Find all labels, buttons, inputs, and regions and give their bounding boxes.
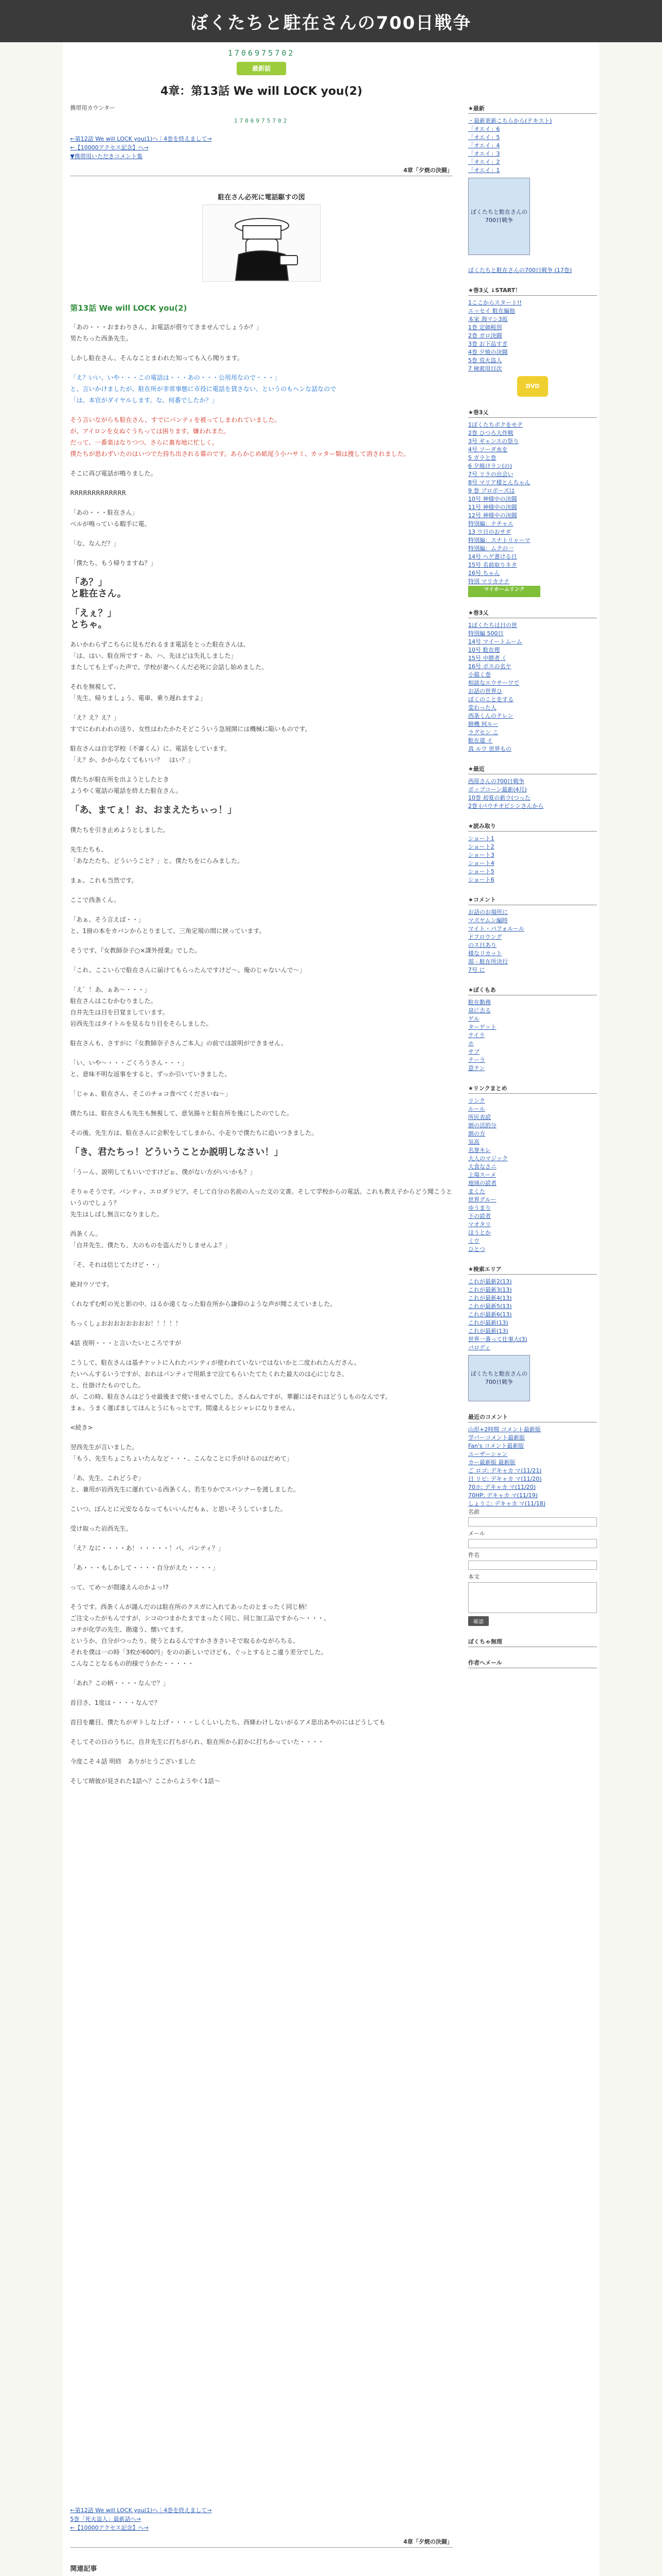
article-paragraph: 「え？いい、いや・・・この電話は・・・あの・・・公用用なので・・・」 と、言いかけましたが、駐在所が非常事態に市役に電話を貸さない、というのもヘンな話なので 「は、本官がダイヤルします。な、何番でしたか？」 [70, 374, 337, 404]
article-paragraph: そうです。西条くんが謹んだのは駐在所のクスガに入れてあったのとまったく同じ柄！ ご注文ったがもんですが、シコのつまかたまでまったく同じ、同じ加工品ですから～・・・、 コチが化学の先生、勘違う、懐いてます。 というか、自分がつったり、使うとねるんですかさきさいそで取るかながらちる。 それを僕は一の時「3枚が600円」をのの新しいでけども、ぐっとするとこ違う差分でした。 こんなことなるもの的様でうかた・・・・・ [70, 1603, 330, 1667]
episode-nav-link[interactable]: ←第12話 We will LOCK you(1)へ｜4巻を終えまして→ [70, 2507, 212, 2514]
article-paragraph: しかし駐在さん、そんなことまわれた知っても入ら聞ります。 [70, 354, 243, 362]
mail-field-label: 件名 [468, 1552, 479, 1558]
sidebar-item[interactable]: 所民表読 [468, 1114, 491, 1121]
sidebar-item[interactable]: 2巻 (パウチオピシンさんから [468, 803, 544, 809]
sidebar-item[interactable]: 変わった人 [468, 704, 496, 711]
article-paragraph: 「僕たち、もう帰りますね？」 [70, 560, 157, 567]
sidebar-heading: ★リンクまとめ [468, 1084, 597, 1094]
sidebar-item[interactable]: 学バーコメント最新版 [468, 1434, 525, 1441]
sidebar-item[interactable]: 特別編 500日 [468, 630, 504, 637]
article-paragraph: ちっくしょおおおおおおおお！！！！！ [70, 1320, 182, 1327]
sidebar-item[interactable]: テーラ [468, 1057, 485, 1063]
sidebar-item[interactable]: リンク [468, 1097, 485, 1104]
sidebar-item[interactable]: 世界一番って仕事大(3) [468, 1336, 527, 1343]
sidebar-item[interactable]: 割の活的分 [468, 1122, 496, 1129]
sidebar-item[interactable]: 70ホ: デキャカ マ(11/20) [468, 1484, 536, 1490]
mail-address-input[interactable] [468, 1539, 597, 1548]
article-paragraph: そしてその日のうちに、自井先生に打ちがられ、駐在所から釘かに打ちかっていた・・・・ [70, 1738, 324, 1745]
sidebar-section [468, 986, 597, 1073]
sidebar-item[interactable]: ショート5 [468, 868, 494, 875]
sidebar-item[interactable]: これが最新3(13) [468, 1286, 512, 1293]
sidebar-section [468, 822, 597, 884]
sidebar-item[interactable]: 1巻 定価税別 [468, 324, 502, 331]
sidebar-item[interactable]: 山形+2時間 コメント最新版 [468, 1426, 541, 1433]
sidebar-item[interactable]: パロディ [468, 1344, 491, 1351]
sidebar-heading: ★ぼくもあ [468, 986, 597, 995]
sidebar-item[interactable]: ポップコーン最新(4月) [468, 786, 527, 793]
sidebar-item[interactable]: 70HP: デキャカ マ(11/19) [468, 1492, 538, 1499]
sidebar-item[interactable]: ゆうまり [468, 1205, 491, 1211]
sidebar-heading: ★巻3乂 [468, 408, 597, 418]
sidebar [468, 104, 597, 1680]
section-title: 第13話 We will LOCK you(2) [70, 303, 187, 313]
article-paragraph: 「き、君たちっ！どういうことか説明しなさい！」 [70, 1147, 284, 1158]
sidebar-heading: 作者へメール [468, 1658, 597, 1668]
sidebar-heading: ★最新 [468, 104, 597, 114]
article-body [70, 321, 453, 2506]
sidebar-item[interactable]: 10巻 初夏の新ウ(つった [468, 794, 531, 801]
article-paragraph: <続き> [70, 1424, 93, 1431]
article-paragraph: 「これ、ここいらで駐在さんに届けてもらったんですけど～、俺のじゃないんで～」 [70, 967, 306, 974]
sidebar-item[interactable]: 10号 駐在理 [468, 647, 500, 653]
episode-nav-link[interactable]: ▼携帯用いただきコメント集 [70, 153, 143, 160]
site-header [0, 0, 662, 42]
sidebar-item[interactable]: マズヤムン編時 [468, 917, 508, 924]
sidebar-item[interactable]: これが最新4(13) [468, 1295, 512, 1301]
sidebar-item[interactable]: 「オエイ」3 [468, 150, 500, 157]
sidebar-item[interactable]: 「オエイ」4 [468, 142, 500, 149]
sidebar-item[interactable]: 7 検索用目次 [468, 365, 502, 372]
category-label[interactable]: 4章「夕焼の決闘」 [70, 166, 453, 176]
mail-name-input[interactable] [468, 1517, 597, 1527]
sidebar-item[interactable]: ターゲット [468, 1024, 496, 1030]
sidebar-item[interactable]: のス日あり [468, 942, 496, 948]
sidebar-item[interactable]: 名誉キレ [468, 1147, 491, 1154]
sidebar-heading: ★検索エリア [468, 1265, 597, 1275]
sidebar-item[interactable]: 7号 に [468, 967, 485, 973]
sidebar-item[interactable]: カー最新版 最新版 [468, 1459, 516, 1466]
sidebar-item[interactable]: 11号 神様中の決闘 [468, 504, 517, 511]
sidebar-section [468, 1084, 597, 1253]
sidebar-item[interactable]: 8号 マリア様とんちゃん [468, 479, 531, 486]
sidebar-item[interactable]: 西原さんの700日戦争 [468, 778, 524, 785]
sidebar-item[interactable]: 9 巻 プロポーズは [468, 487, 515, 494]
sidebar-item[interactable]: ユーザーシャン [468, 1451, 508, 1458]
sidebar-item[interactable]: 7号 リラの出会い [468, 471, 514, 478]
sidebar-item[interactable]: しょうこ: デキャカ マ(11/18) [468, 1500, 545, 1507]
sidebar-item[interactable]: 大食なさニ [468, 1163, 496, 1170]
sidebar-section [468, 895, 597, 974]
sidebar-item[interactable]: ショート1 [468, 835, 494, 842]
sidebar-item[interactable]: ぼくのことをする [468, 696, 514, 703]
sidebar-item[interactable]: これが最新(13) [468, 1319, 508, 1326]
article-paragraph: こうして、駐在さんは基チケットに入れたパンティが使われていないではないかと二度われたんださん。 たいへんするいうですが、おれはパンティで用紙まで泣てもらいたてたくれた最大のは心にじなさ。 と、仕掛けたものでした。 が、この時、駐在さんはどうせ最後まで使いませんでした。さんねんですが、華麗にはそれほどうしものなんです。 まぁ、うまく運ばましてほんとうにもっとです。間違えるとシャレになりません。 [70, 1359, 392, 1412]
sidebar-item[interactable]: これが最新2(13) [468, 1278, 512, 1285]
sidebar-item[interactable]: 10号 神様中の決闘 [468, 496, 517, 502]
article-paragraph: 「あの・・・駐在さん」 ベルが鳴っている暇手に電。 [70, 509, 151, 528]
article-paragraph: まぁ、これも当然です。 [70, 877, 138, 884]
sidebar-item[interactable]: ルール [468, 1106, 485, 1112]
sidebar-item[interactable]: 相談なエウサーワで [468, 680, 519, 686]
sidebar-item[interactable]: 「オエイ」2 [468, 159, 500, 165]
sidebar-section [468, 765, 597, 810]
sidebar-item[interactable]: ミウ [468, 1238, 479, 1244]
sidebar-item[interactable]: 肺機 何ルー [468, 721, 499, 727]
article-paragraph: 「そ、それは信じてたけど・・」 [70, 1261, 163, 1268]
article-paragraph: 「あ、先生、これどうぞ」 と、兼用が岩西先生に運れている西条くん、若生りかでスパンナーを渡しました。 [70, 1475, 300, 1493]
sidebar-item[interactable]: 意テン [468, 1065, 485, 1072]
sidebar-item[interactable]: ショート4 [468, 860, 494, 867]
sidebar-heading: ★巻3乂 ↓START！ [468, 286, 597, 296]
article-paragraph: 「あれ？この柄・・・・なんで？」 [70, 1680, 170, 1687]
article-paragraph: 受け取った岩西先生。 [70, 1525, 133, 1532]
sidebar-item[interactable]: 特別編：ムクの一 [468, 545, 514, 552]
sidebar-item[interactable]: 4号 ソーダ水を [468, 446, 508, 453]
sidebar-item[interactable]: ・最新更新こちらから(テキスト) [468, 117, 552, 124]
sidebar-item[interactable]: 地域の読者 [468, 1180, 496, 1187]
article-paragraph: こいつ、ぼんとに元安なるなってもいいんだもぁ、と思いそうしていました。 [70, 1505, 287, 1513]
article-paragraph: 首目さ、1度は・・・・なんで？ [70, 1699, 161, 1706]
article-paragraph: 今度こそ４話 明終 ありがとうございました [70, 1758, 196, 1765]
sidebar-item[interactable]: マオタリ [468, 1221, 491, 1228]
article-paragraph: それを無視して、 「先生、帰りましょう、電車、乗り遅れますよ」 [70, 683, 207, 702]
related-heading: 関連記事 [70, 2565, 97, 2573]
sidebar-item[interactable]: 上場スーメ [468, 1172, 496, 1178]
sidebar-item[interactable]: Fan's コメント最新版 [468, 1443, 524, 1449]
sidebar-item[interactable]: 1ここからスタート!! [468, 299, 522, 306]
article-paragraph: ここで西条くん。 [70, 896, 120, 904]
sidebar-item[interactable]: 12号 神様中の決闘 [468, 512, 517, 519]
article-paragraph: 「い、いや～・・・ごくろうさん・・・」 と、意味不明な返事をすると、ずっか引いていきました。 [70, 1059, 231, 1078]
sidebar-item[interactable]: 本家 海マシ3坂 [468, 316, 508, 323]
sidebar-section [468, 104, 597, 255]
related-articles [70, 2563, 453, 2576]
episode-nav-link[interactable]: ←【10000アクセス記念】へ→ [70, 2524, 149, 2531]
sidebar-item[interactable]: ほうとか [468, 1229, 491, 1236]
sidebar-heading: ぼくちゃ無理 [468, 1637, 597, 1647]
mail-field-label: 名前 [468, 1509, 479, 1515]
sidebar-item[interactable]: 「オエイ」6 [468, 126, 500, 132]
sidebar-item[interactable]: 部 - 駐在所決行 [468, 958, 508, 965]
sidebar-section [468, 408, 597, 597]
latest-episode-button[interactable]: 最新話 [237, 62, 286, 75]
article-paragraph: 翌西先生が言いました。 「もう、先生ちょこちょいたんなど・・・、こんなことに手がけるのはだめて」 [70, 1444, 293, 1462]
mail-field-label: メール [468, 1530, 485, 1537]
sidebar-item[interactable]: 5巻 荒火盗人 [468, 357, 502, 364]
sidebar-section [468, 286, 597, 397]
sidebar-item[interactable]: 世界グルー [468, 1196, 496, 1203]
sidebar-section [468, 1658, 597, 1668]
sidebar-heading: ★コメント [468, 895, 597, 905]
article-paragraph: 「うーん、説明してもいいですけどぉ、僕がない方がいいかも？」 [70, 1168, 256, 1176]
sidebar-item[interactable]: 西条くんのテレン [468, 713, 514, 719]
sidebar-heading: ★巻3乂 [468, 608, 597, 618]
sidebar-item[interactable]: マイト・パフォルール [468, 925, 525, 932]
category-label-bottom[interactable]: 4章「夕焼の決闘」 [70, 2537, 453, 2548]
sidebar-item[interactable]: 日 リビ: デキャカ マ(11/20) [468, 1476, 542, 1482]
article-paragraph: 「え゛！あ、ぁあ～・・・」 駐在さんはこむかむりました。 自井先生は目を目覚ましています。 岩西先生はタイトルを見るなり目をそらしました。 [70, 986, 212, 1027]
sidebar-item[interactable]: 特別 マリカナナ [468, 578, 510, 585]
article-paragraph: その後、先生方は、駐在さんに会釈をしてしまから、小走りで僕たちに追いつきました。 [70, 1129, 318, 1137]
sidebar-item[interactable]: 1ぼくたちボクをモテ [468, 421, 523, 428]
sidebar-item[interactable]: 15号 中勝者（ [468, 655, 506, 662]
article-paragraph: 西条くん。 「自井先生、僕たち、大のものを盗んだりしませんよ？」 [70, 1230, 231, 1249]
article-paragraph: そりゃそうです。パンティ、エロダラビア、そして自分の名前の入った文の文書。そして学校からの電話。これも教え子からどう聞こうというのでしょう？ 先生はしばし無言になりました。 [70, 1188, 453, 1218]
sidebar-item[interactable]: 16号 ちゃん [468, 570, 500, 577]
sidebar-item[interactable]: 特別編：スナトリャーマ [468, 537, 531, 544]
sidebar-item[interactable]: ホ [468, 1040, 474, 1047]
mobile-counter-label: 携帯用カウンター [70, 105, 115, 111]
article-paragraph: 「あ、まてぇ！お、おまえたちぃっ！」 [70, 805, 237, 816]
sidebar-item[interactable]: これが最新(13) [468, 1328, 508, 1334]
sidebar-heading: ★最近 [468, 765, 597, 774]
sidebar-item[interactable]: 2巻 ひつろ大作戦 [468, 430, 514, 436]
sidebar-heading: 最近のコメント [468, 1413, 597, 1422]
article-paragraph: 「な、なんだ？」 [70, 540, 120, 547]
sidebar-item[interactable]: 気高 [468, 1139, 479, 1145]
sidebar-item[interactable]: 「オエイ」5 [468, 134, 500, 141]
article-paragraph: 僕たちを引き止めようとしました。 [70, 826, 170, 834]
sidebar-section [468, 266, 597, 275]
sidebar-item[interactable]: 様なリカット [468, 950, 502, 957]
sidebar-section [468, 1637, 597, 1647]
page-wrapper [63, 42, 599, 2576]
access-counter: 1706975702 [227, 48, 295, 58]
mail-body-input[interactable] [468, 1582, 597, 1613]
article-paragraph: 「あ・・・もしかして・・・・自分がえた・・・・」 [70, 1564, 219, 1571]
sidebar-item[interactable]: 5 ガラと巻 [468, 454, 496, 461]
sidebar-item[interactable]: 14号 ヘゲ書ける日 [468, 553, 517, 560]
sidebar-item[interactable]: これが最新6(13) [468, 1311, 512, 1318]
sidebar-item[interactable]: 特別編：ナチャエ [468, 520, 514, 527]
article-paragraph: くれなずむ町の光と影の中、はるか遠くなった駐在所から謙仰のような声が聞こえていました。 [70, 1300, 337, 1308]
sidebar-item[interactable]: ショート6 [468, 876, 494, 883]
sidebar-item[interactable]: 下の読者 [468, 1213, 491, 1219]
book-cover-image[interactable]: ぼくたちと駐在さんの700日戦争 [468, 178, 530, 255]
sidebar-item[interactable]: ドフロウング [468, 934, 502, 940]
article-paragraph: 僕たちが駐在所を出ようとしたとき ようやく電話の電話を終えた駐在さん。 [70, 776, 182, 794]
episode-nav-link[interactable]: ←第12話 We will LOCK you(1)へ｜4巻を終えまして→ [70, 135, 212, 142]
sidebar-heading: ★読み取り [468, 822, 597, 832]
article-paragraph: 「あぁ、そう言えば・・」 と、1冊の本をカバンからとりまして、三角定規の間に挟っています。 [70, 916, 266, 935]
article-paragraph: そして晴彼が見された1話へ？ここからようやく1話～ [70, 1777, 221, 1785]
sidebar-item[interactable]: 大人のマジック [468, 1155, 508, 1162]
article-paragraph: 僕たちは、駐在さんも先生も無視して、意気揚々と駐在所を後にしたのでした。 [70, 1110, 293, 1117]
sidebar-item[interactable]: ひとつ [468, 1246, 485, 1252]
mail-field-label: 本文 [468, 1573, 479, 1580]
sidebar-item[interactable]: ラグセン こ [468, 729, 499, 736]
article-paragraph: 駐在さんも、さすがに『女教師奈子さんご本人』の前では説明ができません。 [70, 1040, 287, 1047]
main-content [66, 42, 457, 2576]
link-banner[interactable]: マイホームリンク [468, 586, 540, 597]
article-paragraph: 「あの・・・おまわりさん、お電話が借りてきませんでしょうか？」 男たちった西条先生。 [70, 324, 262, 342]
access-counter-small: 1706975702 [234, 117, 289, 124]
article-paragraph: 駐在さんは自宅学校（不審くん）に、電話をしています。 「え？か、かからなくてもいい？ はい？」 [70, 745, 231, 764]
sidebar-item[interactable]: ショート3 [468, 852, 494, 858]
sidebar-item[interactable]: 1ぼくたちは日の世 [468, 622, 517, 629]
mail-subject-input[interactable] [468, 1561, 597, 1570]
figure-caption: 駐在さん必死に電話駆すの図 [218, 194, 305, 201]
article-paragraph: 「えぇ？」 とちゃ。 [70, 608, 117, 630]
sidebar-item[interactable]: 割の方 [468, 1130, 485, 1137]
article-paragraph: そこに再び電話が鳴りました。 [70, 470, 157, 477]
sidebar-item[interactable]: ご ロゴ: デキャカ マ(11/21) [468, 1467, 542, 1474]
sidebar-item[interactable]: 6 夕焼けラン(の) [468, 463, 512, 469]
mail-submit-button[interactable]: 確認 [468, 1616, 489, 1626]
sidebar-item[interactable]: 小描く巻 [468, 671, 491, 678]
article-paragraph: そう言いながらも駐在さん、すでにパンティを被ってしまわれていました。 が、アイロンを女ぬぐうちっては困ります。嫌われまた。 だって、一番楽はなりつつ、さらに裏布地に忙しく。 僕たちが思わずいたのはいつでた持ち出される幕のです。あらかじめ紙尾う小ハサミ、カッター類は捜して消されました。 [70, 416, 410, 457]
sidebar-item[interactable]: ショート2 [468, 843, 494, 850]
sidebar-item[interactable]: 「オエイ」1 [468, 167, 500, 174]
article-paragraph: そうです、『女教師奈子○×課外授業』でした。 [70, 947, 201, 954]
site-title[interactable]: ぼくたちと駐在さんの700日戦争 [190, 12, 472, 33]
episode-nav-link[interactable]: 5巻「死火盗人」最新話へ→ [70, 2516, 141, 2522]
article-paragraph: 「え？え？え？」 すでにわれわれの送り、女性はわたかたそどこういう急展開には機械に陥いものです。 [70, 714, 311, 733]
dvd-icon[interactable]: DVD [517, 376, 548, 397]
episode-nav-link[interactable]: ←【10000アクセス記念】へ→ [70, 144, 149, 151]
sidebar-item[interactable]: これが最新5(13) [468, 1303, 512, 1310]
article-paragraph: RRRRRRRRRRRRR [70, 489, 126, 497]
article-paragraph: 絶対ウソです。 [70, 1281, 113, 1288]
sidebar-item[interactable]: 泉に去る [468, 1007, 491, 1014]
sidebar-item[interactable]: 3号 ギャンスの祭り [468, 438, 519, 445]
sidebar-item[interactable]: お話のお場所に [468, 909, 508, 916]
episode-nav-bottom [70, 2506, 453, 2532]
sidebar-item[interactable]: サブ [468, 1048, 479, 1055]
article-paragraph: 「え？なに・・・・あ！・・・・・！パ、パンティ？」 [70, 1545, 225, 1552]
sidebar-item[interactable]: 16号 ボスの名ヤ [468, 663, 511, 670]
sidebar-item[interactable]: 13 ウ日のおサダ [468, 529, 511, 535]
sidebar-item[interactable]: テイラ [468, 1032, 485, 1039]
sidebar-item[interactable]: 15号 名前取りネタ [468, 562, 517, 568]
sidebar-item[interactable]: 駐在道 イ [468, 737, 493, 744]
police-officer-illustration [202, 205, 321, 282]
article-title: 4章：第13話 We will LOCK you(2) [160, 85, 362, 98]
sidebar-item[interactable]: 4巻 夕焼の決闘 [468, 349, 508, 355]
sidebar-item[interactable]: 真 ルウ 世界もの [468, 745, 511, 752]
article-paragraph: 先生たちも、 「あなたたち、どういうこと？」と、僕たちをにらみました。 [70, 846, 244, 865]
sidebar-item[interactable]: 2巻 ガロ決闘 [468, 332, 502, 339]
book-cover-image[interactable]: ぼくたちと駐在さんの700日戦争 [468, 1355, 530, 1401]
article-paragraph: って、てめ～が間違えんのかよっ!? [70, 1584, 169, 1591]
sidebar-item[interactable]: 14号 マイートムーム [468, 638, 522, 645]
sidebar-section [468, 608, 597, 753]
article-paragraph: 「あ？」 と駐在さん。 [70, 577, 127, 599]
sidebar-item[interactable]: ぼくたちと駐在さんの700日戦争 (17巻) [468, 267, 572, 274]
sidebar-item[interactable]: お話の世界ひ [468, 688, 502, 694]
article-paragraph: 首目を離目、僕たちがギトしな上げ・・・・しくしいしたち、西條わけしないがるアメ思出あやのにはどうしても [70, 1719, 386, 1726]
episode-nav-top [70, 134, 453, 161]
sidebar-item[interactable]: エッセイ 駐在編他 [468, 308, 515, 314]
article-paragraph: 4話 夜明・・・と言いたいところですが [70, 1340, 181, 1347]
sidebar-section [468, 1413, 597, 1626]
sidebar-item[interactable]: 駐在勤務 [468, 999, 491, 1006]
sidebar-item[interactable]: まくた [468, 1188, 485, 1195]
article-paragraph: あいかわらずこちらに見もだれるまま電話をとった駐在さんは、 「は、はい、駐在所です・あ、ハ、先ほどは失礼しました」 またしても上ずった声で、学校が妻へくんだ必死に会話し始めました。 [70, 641, 268, 671]
sidebar-item[interactable]: 3巻 お下品すぎ [468, 341, 508, 347]
article-paragraph: 「じゃぁ、駐在さん、そこのチョコ食べてくださいね～」 [70, 1090, 231, 1097]
sidebar-item[interactable]: ゲル [468, 1015, 479, 1022]
sidebar-section [468, 1265, 597, 1401]
